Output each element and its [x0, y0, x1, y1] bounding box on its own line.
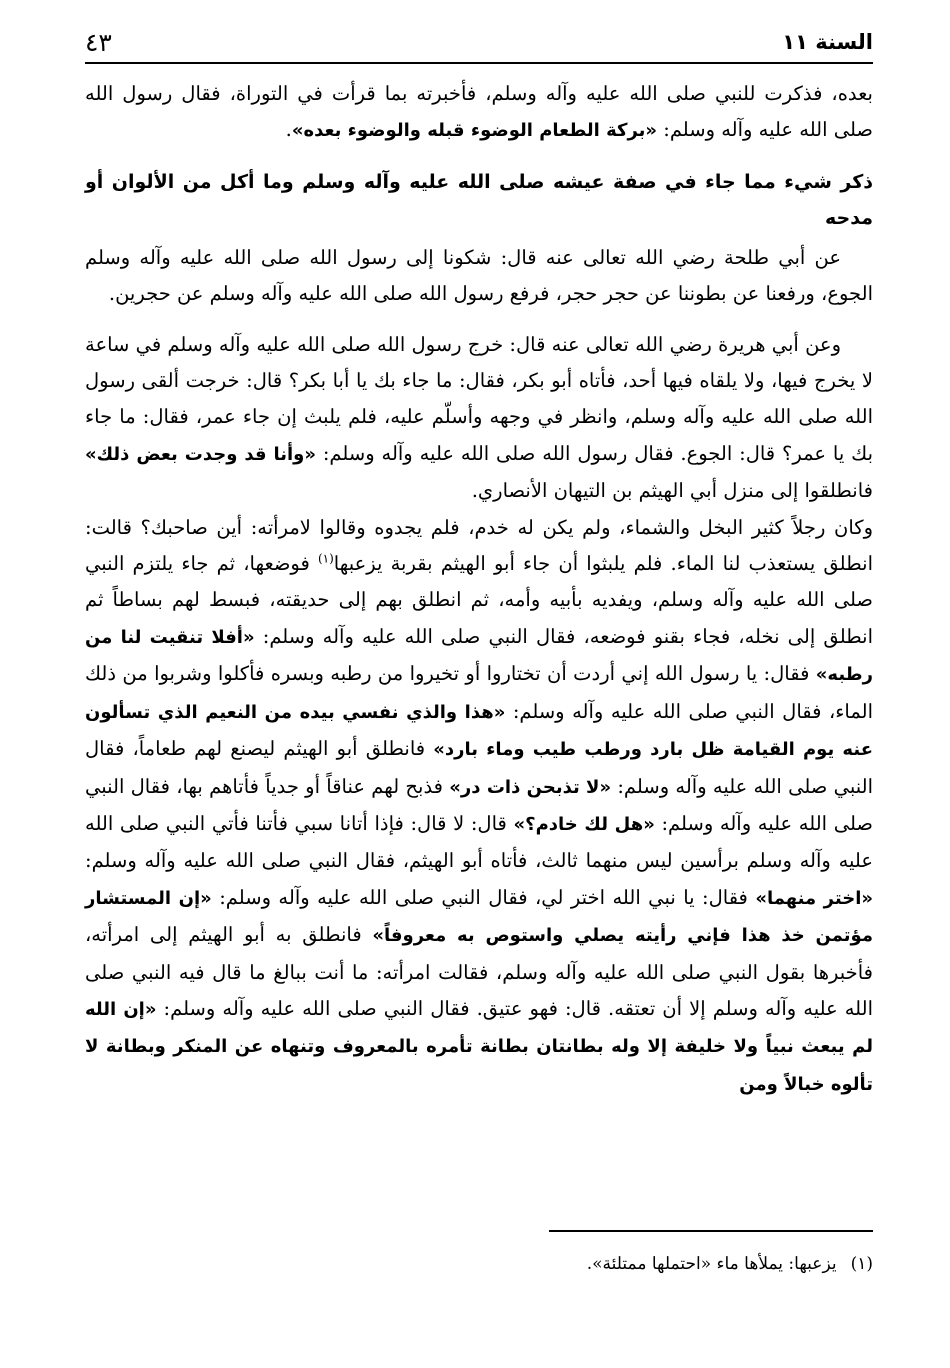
- text-run: فقال: يا رسول الله إني أردت أن تختاروا أو تخيروا من رطبه وبسره فأكلوا وشربوا من ذلك الماء، فقال النبي صلى الله عليه وآله وسلم:: [85, 662, 873, 723]
- quoted-hadith: «أفلا تنقيت لنا من رطبه»: [85, 626, 873, 686]
- body-text: [85, 76, 873, 1103]
- text-run: وكان رجلاً كثير البخل والشماء، ولم يكن له خدم، فلم يجدوه وقالوا لامرأته: أين صاحبك؟ قالت: انطلق يستعذب لنا الماء. فلم يلبثوا أن جاء أبو الهيثم بقربة يزعبها: [85, 515, 873, 576]
- quoted-hadith: «اختر منهما»: [755, 887, 873, 909]
- quoted-hadith: ذكر شيء مما جاء في صفة عيشه صلى الله عليه وآله وسلم وما أكل من الألوان أو مدحه: [85, 170, 873, 229]
- text-run: .: [285, 118, 292, 142]
- footnote-marker[interactable]: (١): [317, 551, 334, 566]
- quoted-hadith: «لا تذبحن ذات در»: [449, 776, 612, 798]
- text-run: فذبح لهم عناقاً أو جدياً فأتاهم بها، فقال النبي صلى الله عليه وآله وسلم:: [85, 774, 873, 835]
- paragraph: [85, 76, 873, 150]
- running-title: السنة ١١: [782, 30, 873, 54]
- text-run: فانطلقوا إلى منزل أبي الهيثم بن التيهان الأنصاري.: [471, 479, 873, 503]
- text-run: بعده، فذكرت للنبي صلى الله عليه وآله وسلم، فأخبرته بما قرأت في التوراة، فقال رسول الله صلى الله عليه وآله وسلم:: [85, 82, 873, 142]
- quoted-hadith: «وأنا قد وجدت بعض ذلك»: [85, 443, 316, 465]
- page-content: [85, 28, 874, 1274]
- footnote-number: (١): [850, 1254, 873, 1274]
- quoted-hadith: «هل لك خادم؟»: [513, 813, 655, 835]
- text-run: فانطلق أبو الهيثم ليصنع لهم طعاماً، فقال النبي صلى الله عليه وآله وسلم:: [85, 737, 873, 798]
- text-run: وعن أبي هريرة رضي الله تعالى عنه قال: خرج رسول الله صلى الله عليه وآله وسلم في ساعة لا يخرج فيها، ولا يلقاه فيها أحد، فأتاه أبو بكر، فقال: ما جاء بك يا أبا بكر؟ قال: خرجت ألقى رسول الله صلى الله عليه وآله وسلم، وانظر في وجهه وأسلّم عليه، فلم يلبث إن جاء عمر، فقال: ما جاء بك يا عمر؟ قال: الجوع. فقال رسول الله صلى الله عليه وآله وسلم:: [85, 332, 874, 465]
- quoted-hadith: «إن الله لم يبعث نبياً ولا خليفة إلا وله بطانتان بطانة تأمره بالمعروف وتنهاه عن المنكر وبطانة لا تألوه خبالاً ومن: [85, 998, 873, 1095]
- paragraph: [85, 510, 873, 1104]
- text-run: فقال: يا نبي الله اختر لي، فقال النبي صلى الله عليه وآله وسلم:: [211, 885, 756, 909]
- running-header: [85, 28, 873, 64]
- text-run: فانطلق به أبو الهيثم إلى امرأته، فأخبرها بقول النبي صلى الله عليه وآله وسلم، فقالت امرأته: ما أنت ببالغ ما قال فيه النبي صلى الله عليه وآله وسلم إلا أن تعتقه. قال: فهو عتيق. فقال النبي صلى الله عليه وآله وسلم:: [85, 923, 873, 1020]
- footnote-divider: [549, 1230, 873, 1232]
- section-heading: [85, 164, 873, 236]
- paragraph: [85, 327, 873, 510]
- page-number: ٤٣: [85, 28, 112, 57]
- paragraph: [85, 240, 873, 313]
- footnote: [85, 1250, 873, 1278]
- text-run: عن أبي طلحة رضي الله تعالى عنه قال: شكونا إلى رسول الله صلى الله عليه وآله وسلم الجوع، ورفعنا عن بطوننا عن حجر حجر، فرفع رسول الله صلى الله عليه وآله وسلم عن حجرين.: [85, 245, 873, 306]
- quoted-hadith: «بركة الطعام الوضوء قبله والوضوء بعده»: [291, 120, 658, 142]
- quoted-hadith: «هذا والذي نفسي بيده من النعيم الذي تسألون عنه يوم القيامة ظل بارد ورطب طيب وماء بارد»: [85, 701, 873, 761]
- footnote-text: يزعبها: يملأها ماء «احتملها ممتلئة».: [586, 1254, 837, 1274]
- text-run: فوضعها، ثم جاء يلتزم النبي صلى الله عليه وآله وسلم، ويفديه بأبيه وأمه، ثم انطلق بهم إلى حديقته، فبسط لهم بساطاً ثم انطلق إلى نخله، فجاء بقنو فوضعه، فقال النبي صلى الله عليه وآله وسلم:: [85, 552, 873, 648]
- text-run: قال: لا قال: فإذا أتانا سبي فأتنا فأتي النبي صلى الله عليه وآله وسلم برأسين ليس منهما ثالث، فأتاه أبو الهيثم، فقال النبي صلى الله عليه وآله وسلم:: [85, 811, 873, 873]
- quoted-hadith: «إن المستشار مؤتمن خذ هذا فإني رأيته يصلي واستوص به معروفاً»: [85, 887, 873, 947]
